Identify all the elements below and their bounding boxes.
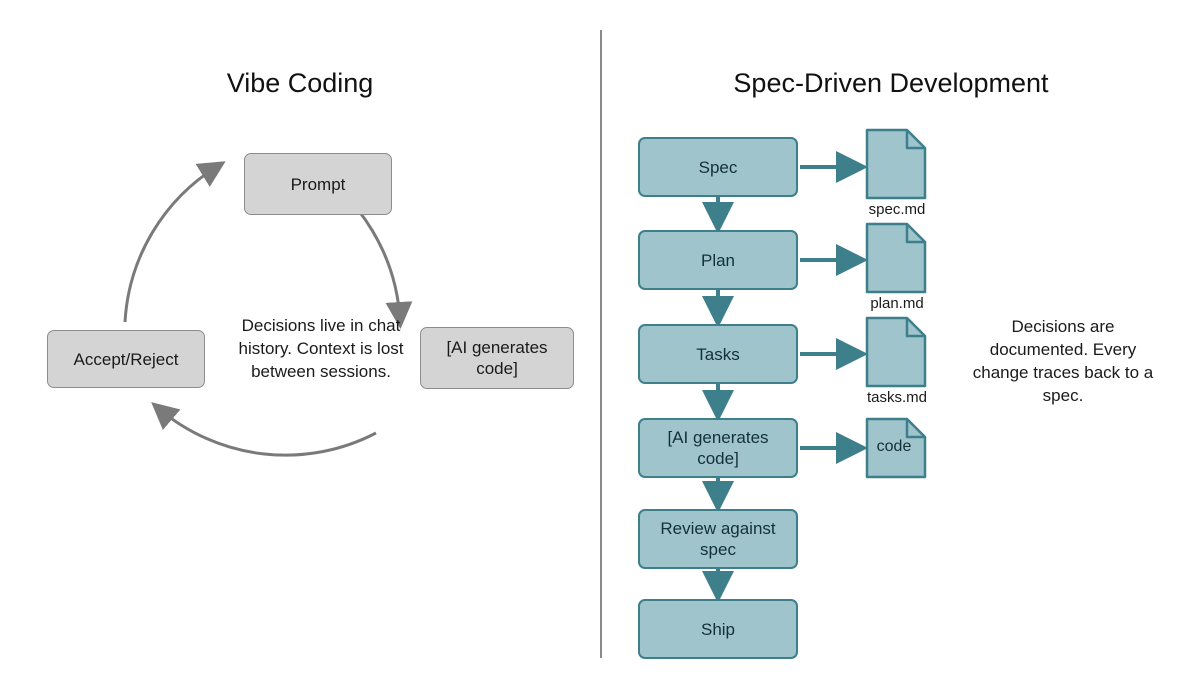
left-panel-note: Decisions live in chat history. Context is lost between sessions. [238,316,404,381]
step-review-against-spec[interactable]: Review against spec [638,509,798,569]
panel-divider [600,30,602,658]
step-ship[interactable]: Ship [638,599,798,659]
document-icon-spec [865,128,927,200]
left-panel-title: Vibe Coding [226,68,374,98]
step-spec[interactable]: Spec [638,137,798,197]
artifact-label-plan: plan.md [870,295,924,312]
right-panel-note: Decisions are documented. Every change traces back to a spec. [972,317,1154,405]
step-plan[interactable]: Plan [638,230,798,290]
artifact-label-spec: spec.md [868,201,926,218]
document-icon-tasks [865,316,927,388]
node-prompt[interactable]: Prompt [244,153,392,215]
right-panel-title: Spec-Driven Development [733,68,1049,98]
step-ai-generates-code[interactable]: [AI generates code] [638,418,798,478]
node-ai-generates-code[interactable]: [AI generates code] [420,327,574,389]
artifact-label-tasks: tasks.md [866,389,927,406]
artifact-label-code: code [876,438,912,455]
document-icon-plan [865,222,927,294]
step-tasks[interactable]: Tasks [638,324,798,384]
node-accept-reject[interactable]: Accept/Reject [47,330,205,388]
